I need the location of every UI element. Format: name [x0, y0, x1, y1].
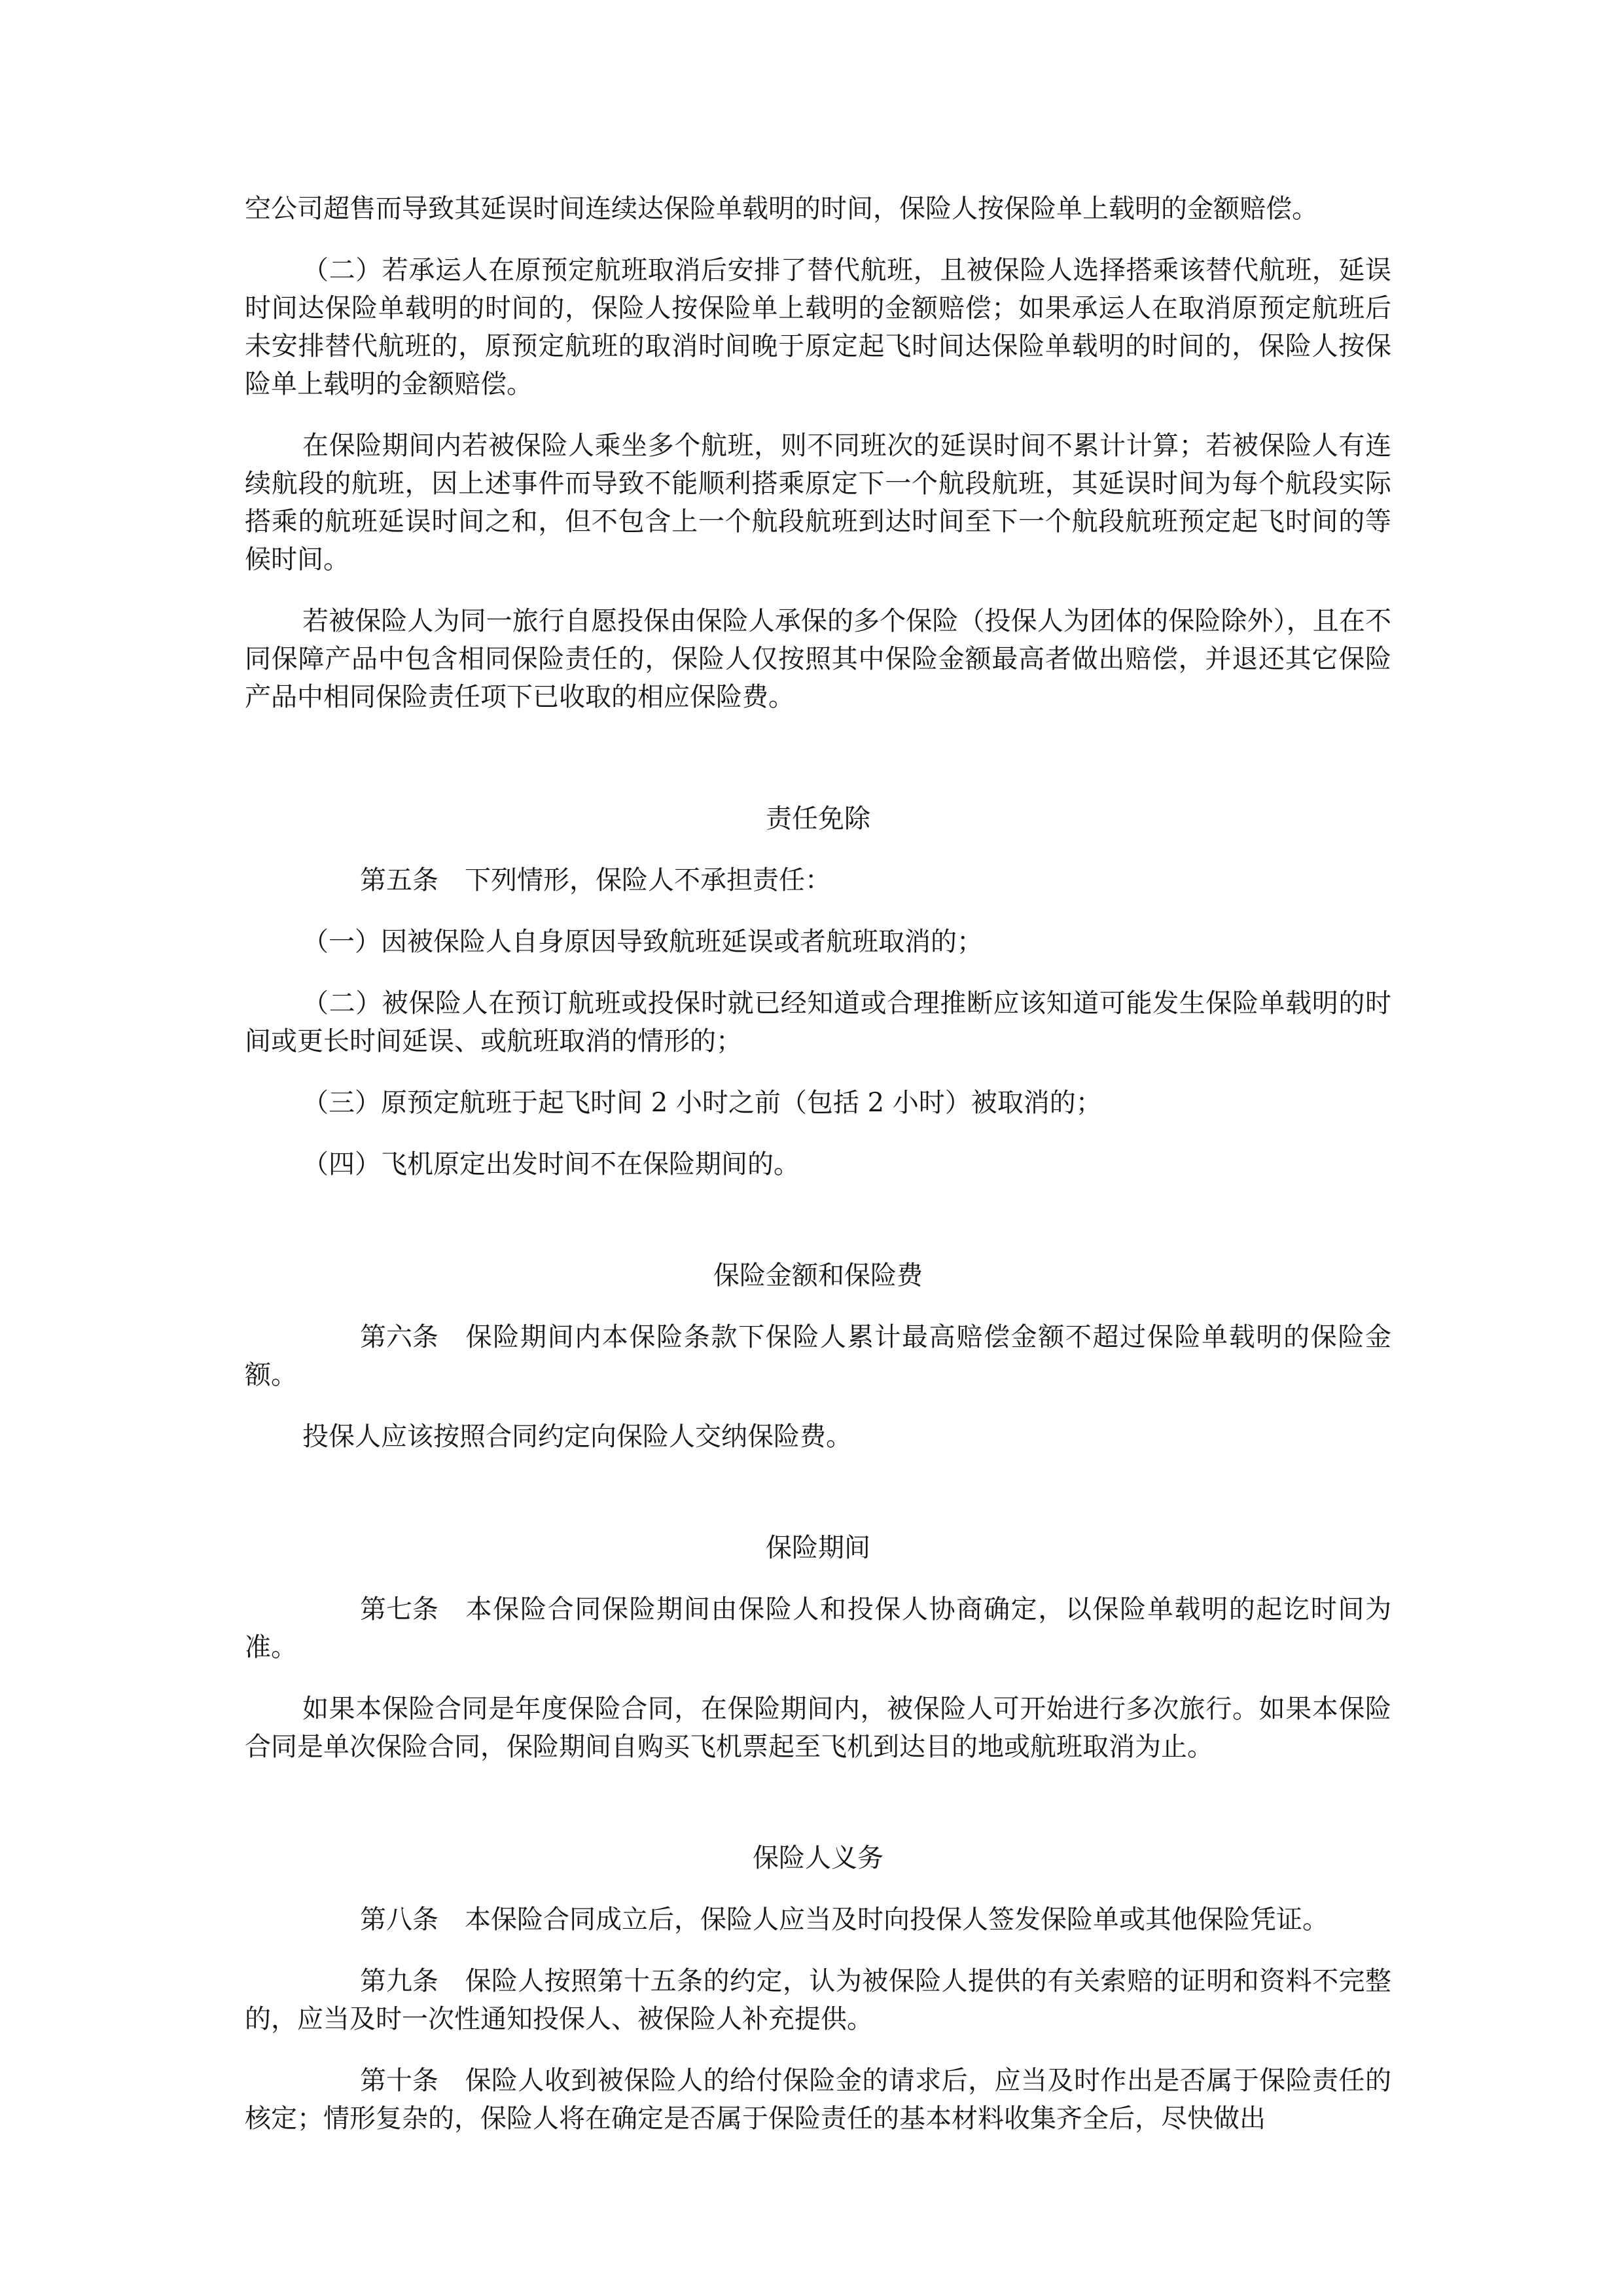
article-number: 第十条: [360, 2066, 438, 2096]
paragraph-text: 保险期间内本保险条款下保险人累计最高赔偿金额不超过保险单载明的保险金额。: [245, 1322, 1391, 1390]
paragraph-text: 下列情形，保险人不承担责任：: [465, 865, 831, 895]
article-number: 第五条: [360, 865, 438, 895]
article-number: 第九条: [360, 1966, 438, 1996]
paragraph-text: 保险人收到被保险人的给付保险金的请求后，应当及时作出是否属于保险责任的核定；情形复杂的，保险人将在确定是否属于保险责任的基本材料收集齐全后，尽快做出: [245, 2066, 1391, 2134]
paragraph-text: 保险人按照第十五条的约定，认为被保险人提供的有关索赔的证明和资料不完整的，应当及时一次性通知投保人、被保险人补充提供。: [245, 1966, 1391, 2034]
paragraph: [245, 1145, 1391, 1183]
paragraph-text: 若被保险人为同一旅行自愿投保由保险人承保的多个保险（投保人为团体的保险除外），且在不同保障产品中包含相同保险责任的，保险人仅按照其中保险金额最高者做出赔偿，并退还其它保险产品中相同保险责任项下已收取的相应保险费。: [245, 606, 1391, 712]
paragraph: [245, 1962, 1391, 2038]
paragraph: [245, 1318, 1391, 1394]
paragraph: [245, 427, 1391, 579]
section-heading: 保险期间: [766, 1533, 870, 1563]
article-number: 第八条: [360, 1905, 438, 1935]
paragraph: [245, 1690, 1391, 1766]
paragraph-text: （二）若承运人在原预定航班取消后安排了替代航班，且被保险人选择搭乘该替代航班，延误时间达保险单载明的时间的，保险人按保险单上载明的金额赔偿；如果承运人在取消原预定航班后未安排替代航班的，原预定航班的取消时间晚于原定起飞时间达保险单载明的时间的，保险人按保险单上载明的金额赔偿。: [245, 255, 1391, 399]
paragraph: [245, 190, 1391, 228]
paragraph-text: 空公司超售而导致其延误时间连续达保险单载明的时间，保险人按保险单上载明的金额赔偿。: [245, 194, 1318, 224]
paragraph: [245, 602, 1391, 716]
paragraph: [245, 2062, 1391, 2138]
paragraph-text: 在保险期间内若被保险人乘坐多个航班，则不同班次的延误时间不累计计算；若被保险人有连续航段的航班，因上述事件而导致不能顺利搭乘原定下一个航段航班，其延误时间为每个航段实际搭乘的航班延误时间之和，但不包含上一个航段航班到达时间至下一个航段航班预定起飞时间的等候时间。: [245, 431, 1391, 575]
section-heading: 责任免除: [766, 804, 870, 834]
paragraph-text: （二）被保险人在预订航班或投保时就已经知道或合理推断应该知道可能发生保险单载明的时间或更长时间延误、或航班取消的情形的；: [245, 988, 1391, 1056]
paragraph-text: （一）因被保险人自身原因导致航班延误或者航班取消的；: [302, 927, 983, 957]
paragraph-text: 本保险合同成立后，保险人应当及时向投保人签发保险单或其他保险凭证。: [465, 1905, 1329, 1935]
paragraph-text: 本保险合同保险期间由保险人和投保人协商确定，以保险单载明的起讫时间为准。: [245, 1594, 1391, 1662]
paragraph: [245, 1084, 1391, 1122]
paragraph: [245, 1590, 1391, 1666]
paragraph: [245, 984, 1391, 1060]
paragraph-text: 如果本保险合同是年度保险合同，在保险期间内，被保险人可开始进行多次旅行。如果本保险合同是单次保险合同，保险期间自购买飞机票起至飞机到达目的地或航班取消为止。: [245, 1694, 1391, 1762]
paragraph: [245, 1901, 1391, 1939]
article-number: 第六条: [360, 1322, 438, 1352]
paragraph-text: （三）原预定航班于起飞时间 2 小时之前（包括 2 小时）被取消的；: [302, 1088, 1102, 1118]
paragraph-text: 投保人应该按照合同约定向保险人交纳保险费。: [302, 1422, 852, 1452]
paragraph: [245, 861, 1391, 899]
article-number: 第七条: [360, 1594, 438, 1624]
paragraph: [245, 923, 1391, 961]
section-heading: 保险人义务: [753, 1843, 883, 1873]
paragraph: [245, 1418, 1391, 1456]
paragraph: [245, 251, 1391, 403]
paragraph-text: （四）飞机原定出发时间不在保险期间的。: [302, 1149, 800, 1179]
section-heading: 保险金额和保险费: [713, 1261, 923, 1291]
document-page: [245, 190, 1391, 2161]
